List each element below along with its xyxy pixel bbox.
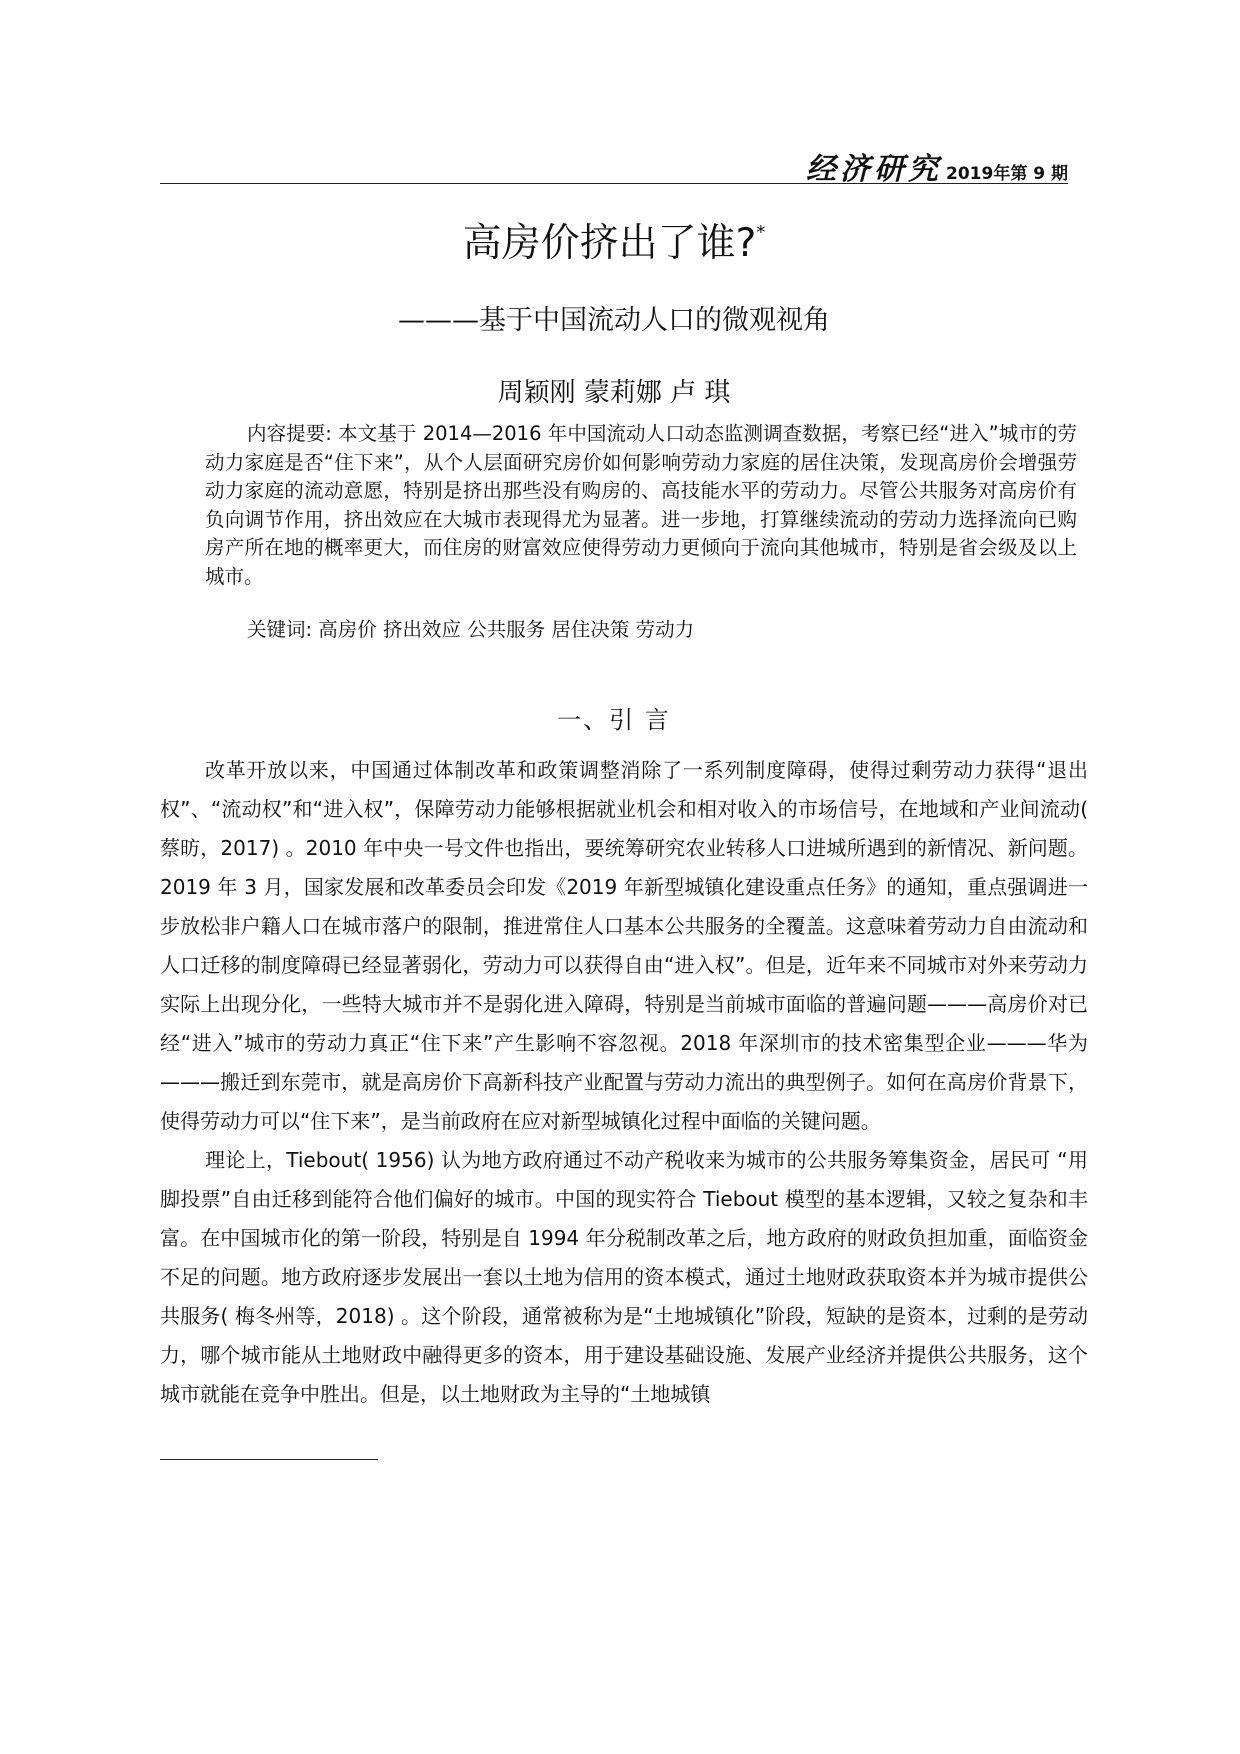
title-footnote-mark: * xyxy=(756,222,766,243)
keywords: 关键词: 高房价 挤出效应 公共服务 居住决策 劳动力 xyxy=(247,618,695,641)
body-text xyxy=(160,751,1088,1414)
section-heading: 一、引 言 xyxy=(557,706,671,734)
footnote-rule xyxy=(160,1459,378,1460)
journal-logo: 经济研究 xyxy=(806,152,943,187)
paper-title-text: 高房价挤出了谁? xyxy=(462,221,757,266)
abstract: 内容提要: 本文基于 2014—2016 年中国流动人口动态监测调查数据，考察已经“进入”城市的劳动力家庭是否“住下来”，从个人层面研究房价如何影响劳动力家庭的居住决策，发现高房价会增强劳动力家庭的流动意愿，特别是挤出那些没有购房的、高技能水平的劳动力。尽管公共服务对高房价有负向调节作用，挤出效应在大城市表现得尤为显著。进一步地，打算继续流动的劳动力选择流向已购房产所在地的概率更大，而住房的财富效应使得劳动力更倾向于流向其他城市，特别是省会级及以上城市。 xyxy=(205,422,1077,588)
running-header xyxy=(160,140,1068,187)
paper-subtitle: ———基于中国流动人口的微观视角 xyxy=(398,305,830,336)
journal-masthead xyxy=(806,144,1068,188)
body-paragraph: 改革开放以来，中国通过体制改革和政策调整消除了一系列制度障碍，使得过剩劳动力获得“退出权”、“流动权”和“进入权”，保障劳动力能够根据就业机会和相对收入的市场信号，在地域和产业间流动( 蔡昉，2017) 。2010 年中央一号文件也指出，要统筹研究农业转移人口进城所遇到的新情况、新问题。2019 年 3 月，国家发展和改革委员会印发《2019 年新型城镇化建设重点任务》的通知，重点强调进一步放松非户籍人口在城市落户的限制，推进常住人口基本公共服务的全覆盖。这意味着劳动力自由流动和人口迁移的制度障碍已经显著弱化，劳动力可以获得自由“进入权”。但是，近年来不同城市对外来劳动力实际上出现分化，一些特大城市并不是弱化进入障碍，特别是当前城市面临的普遍问题———高房价对已经“进入”城市的劳动力真正“住下来”产生影响不容忽视。2018 年深圳市的技术密集型企业———华为———搬迁到东莞市，就是高房价下高新科技产业配置与劳动力流出的典型例子。如何在高房价背景下，使得劳动力可以“住下来”，是当前政府在应对新型城镇化过程中面临的关键问题。 xyxy=(160,758,1088,1133)
body-paragraph: 理论上，Tiebout( 1956) 认为地方政府通过不动产税收来为城市的公共服务筹集资金，居民可 “用脚投票”自由迁移到能符合他们偏好的城市。中国的现实符合 Tiebout 模型的基本逻辑，又较之复杂和丰富。在中国城市化的第一阶段，特别是自 1994 年分税制改革之后，地方政府的财政负担加重，面临资金不足的问题。地方政府逐步发展出一套以土地为信用的资本模式，通过土地财政获取资本并为城市提供公共服务( 梅冬州等，2018) 。这个阶段，通常被称为是“土地城镇化”阶段，短缺的是资本，过剩的是劳动力，哪个城市能从土地财政中融得更多的资本，用于建设基础设施、发展产业经济并提供公共服务，这个城市就能在竞争中胜出。但是，以土地财政为主导的“土地城镇 xyxy=(160,1148,1088,1406)
header-rule xyxy=(160,183,1068,184)
paper-title xyxy=(160,212,1068,268)
issue-label: 2019年第 9 期 xyxy=(946,164,1068,184)
author-list: 周颖刚 蒙莉娜 卢 琪 xyxy=(497,378,731,408)
